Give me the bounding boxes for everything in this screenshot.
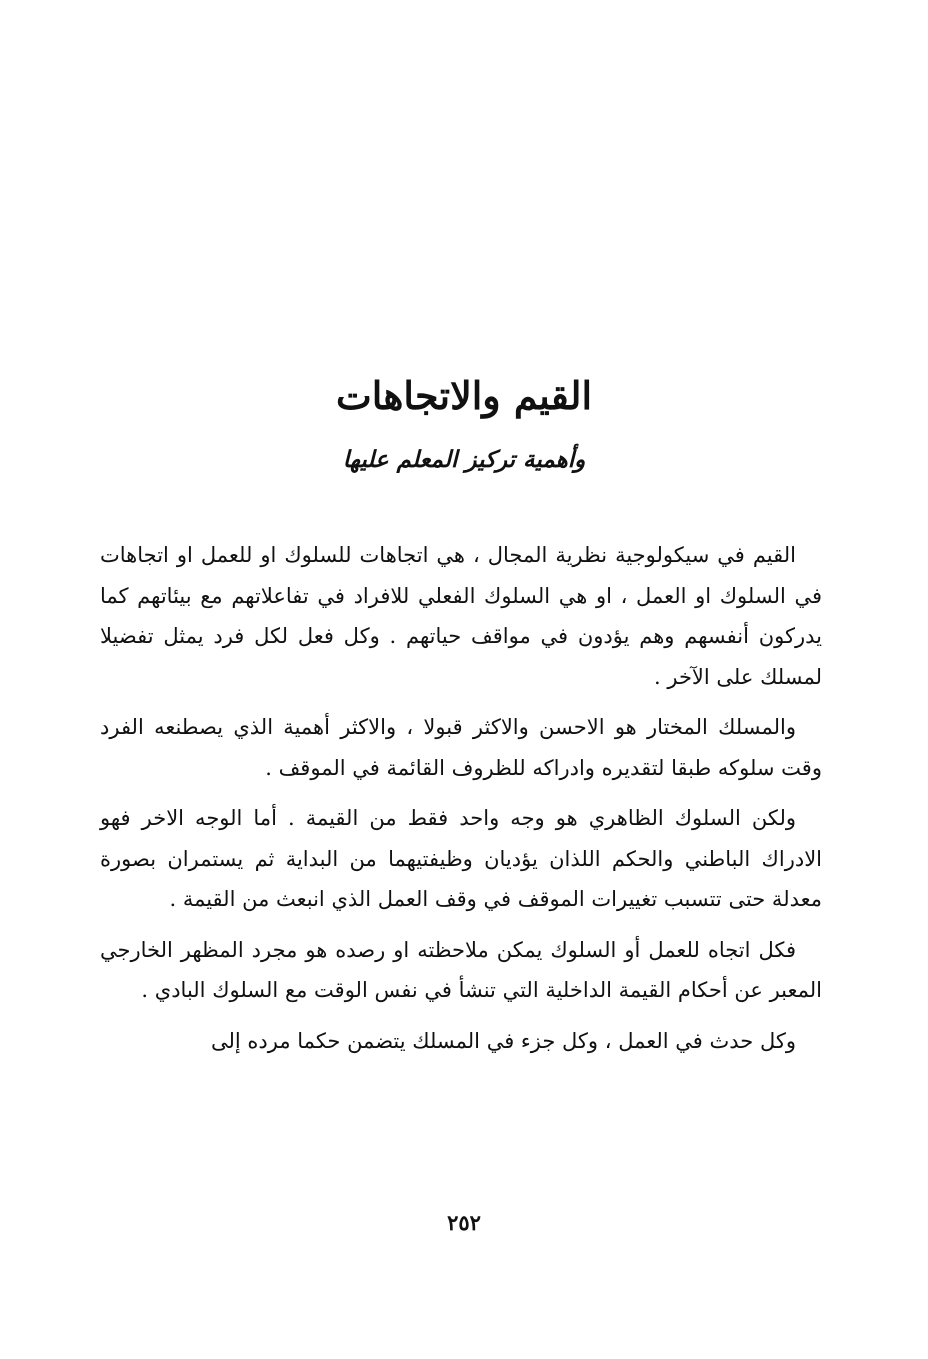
paragraph-2: والمسلك المختار هو الاحسن والاكثر قبولا ، والاكثر أهمية الذي يصطنعه الفرد وقت سلوكه طبقا لتقديره وادراكه للظروف القائمة في الموقف . [100, 715, 822, 780]
paragraph-5: وكل حدث في العمل ، وكل جزء في المسلك يتضمن حكما مرده إلى [211, 1028, 796, 1053]
chapter-subtitle: وأهمية تركيز المعلم عليها [342, 446, 586, 473]
page-number: ٢٥٢ [447, 1210, 481, 1235]
paragraph-3: ولكن السلوك الظاهري هو وجه واحد فقط من القيمة . أما الوجه الاخر فهو الادراك الباطني والحكم اللذان يؤديان وظيفتيهما من البداية ثم يستمران بصورة معدلة حتى تتسبب تغييرات الموقف في وقف العمل الذي انبعث من القيمة . [100, 806, 822, 911]
chapter-title: القيم والاتجاهات [336, 373, 592, 418]
paragraph-4: فكل اتجاه للعمل أو السلوك يمكن ملاحظته او رصده هو مجرد المظهر الخارجي المعبر عن أحكام القيمة الداخلية التي تنشأ في نفس الوقت مع السلوك البادي . [100, 937, 822, 1002]
body-text [100, 535, 822, 1071]
paragraph-1: القيم في سيكولوجية نظرية المجال ، هي اتجاهات للسلوك او للعمل او اتجاهات في السلوك او العمل ، او هي السلوك الفعلي للافراد في تفاعلاتهم مع بيئاتهم كما يدركون أنفسهم وهم يؤدون في مواقف حياتهم . وكل فعل لكل فرد يمثل تفضيلا لمسلك على الآخر . [100, 543, 822, 689]
